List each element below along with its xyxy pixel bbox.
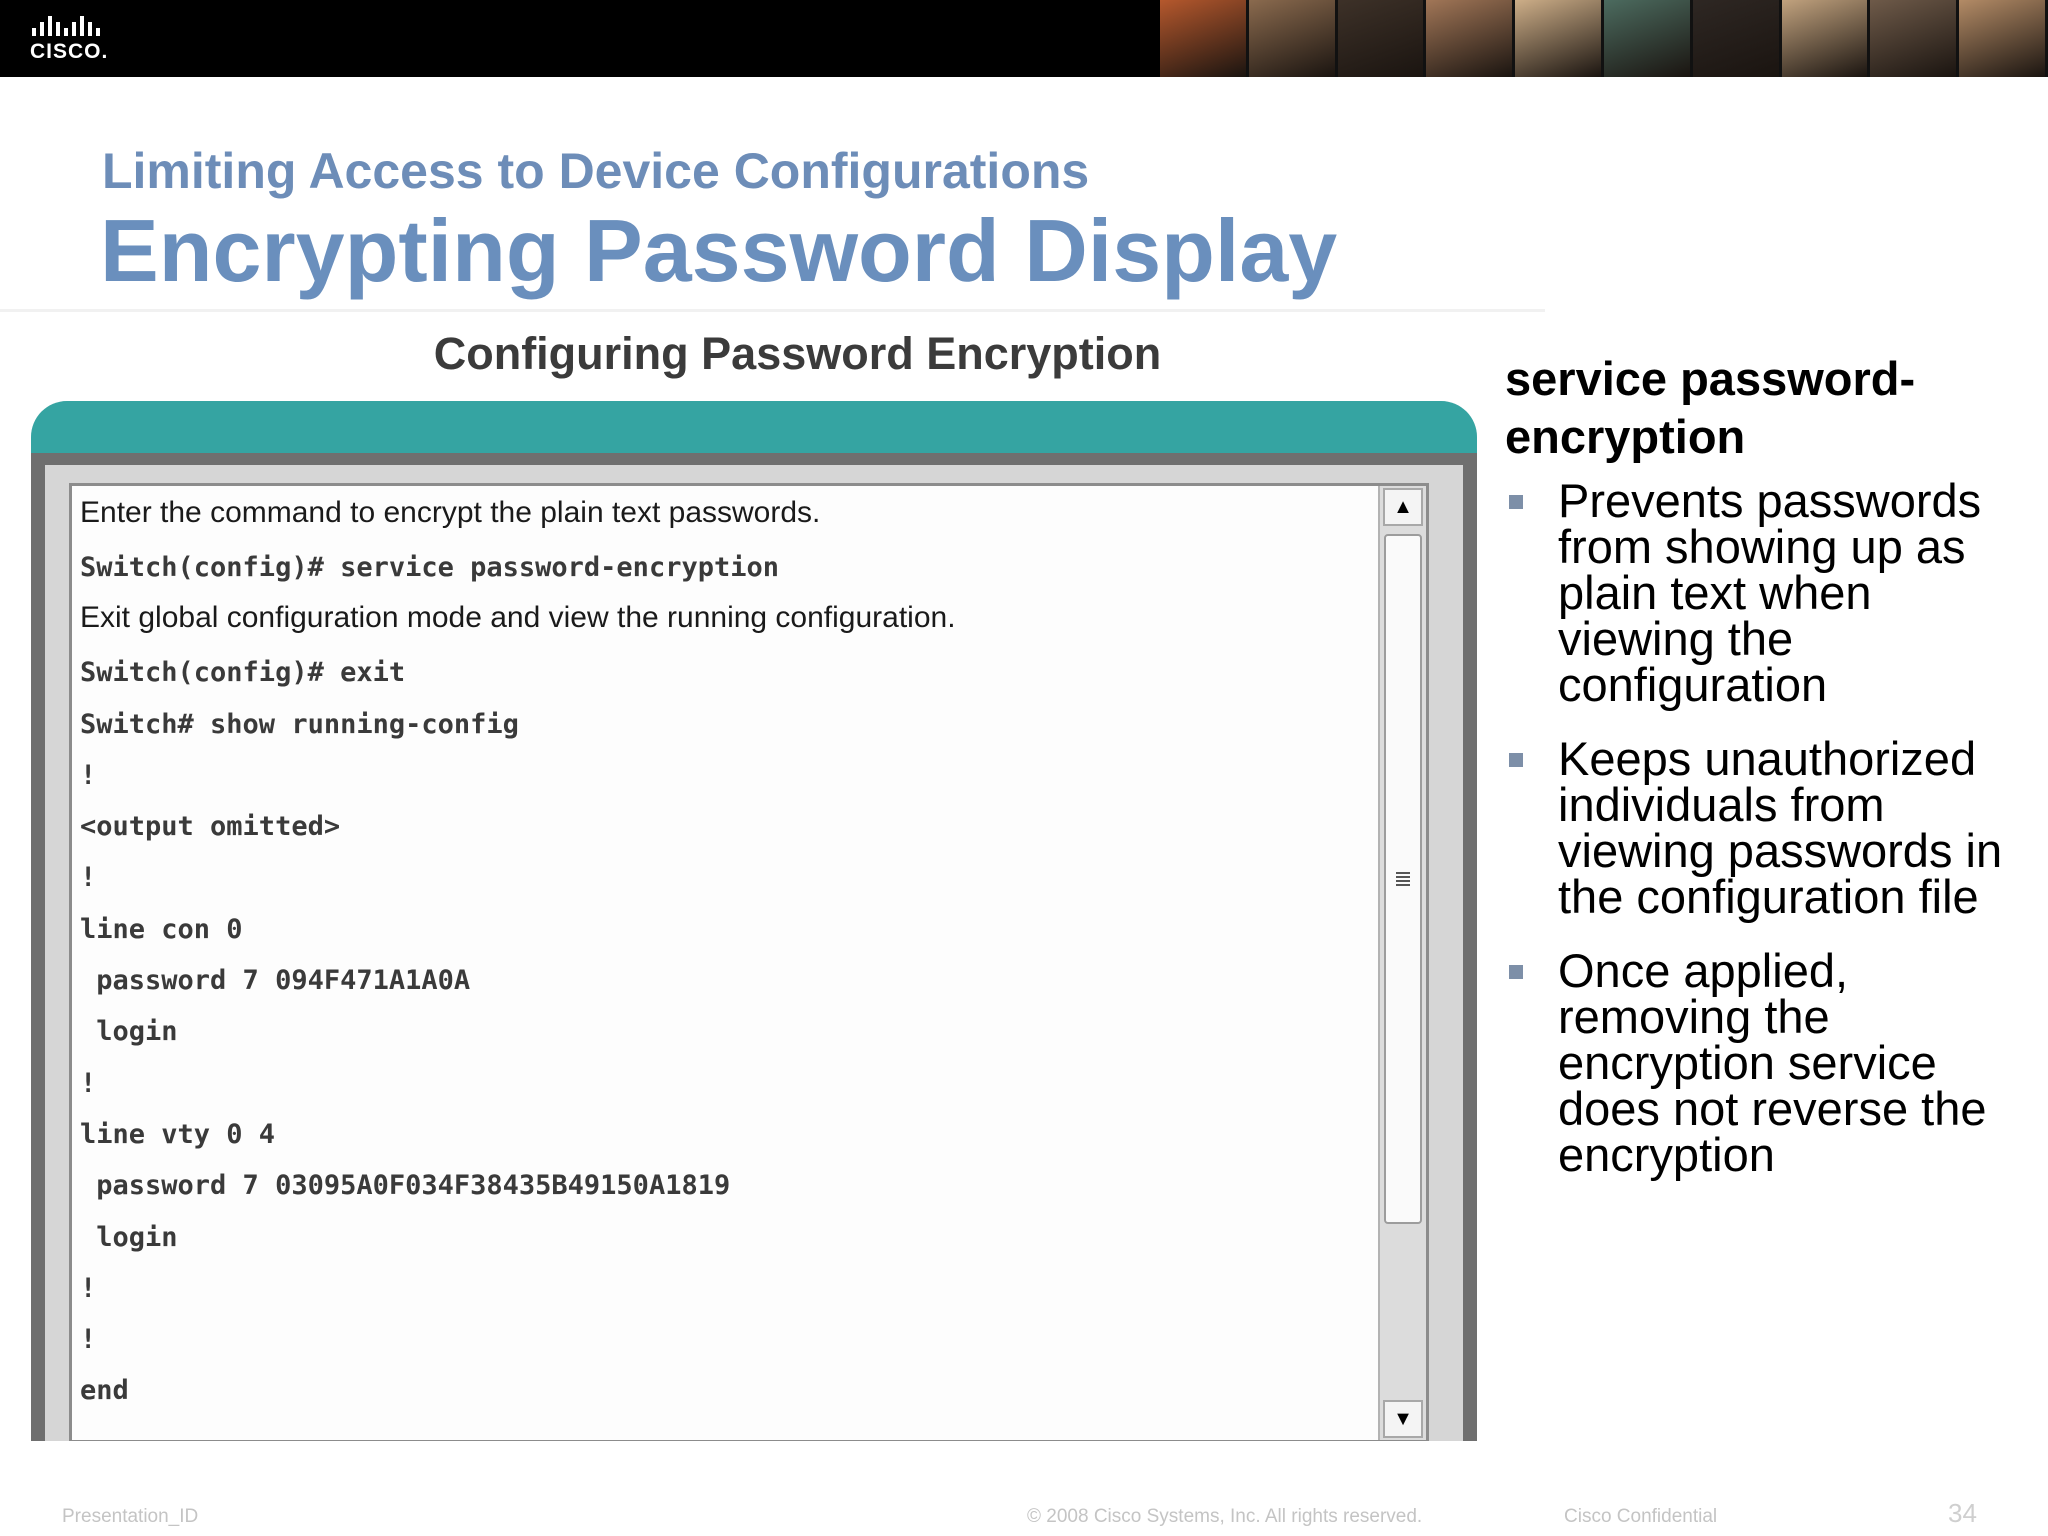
terminal-line: line vty 0 4 — [80, 1118, 276, 1150]
sidebar-heading: service password-encryption — [1505, 352, 1916, 463]
terminal-line: password 7 094F471A1A0A — [80, 965, 471, 997]
cisco-logo-text: CISCO. — [30, 40, 109, 63]
header-photo — [1515, 0, 1604, 77]
cisco-logo — [30, 14, 120, 64]
bullet-text: Keeps unauthorized individuals from viewing passwords in the configuration file — [1558, 732, 2003, 923]
footer-copyright: © 2008 Cisco Systems, Inc. All rights reserved. — [1027, 1506, 1423, 1527]
page-number: 34 — [1948, 1498, 1977, 1528]
panel-header-bar — [31, 401, 1477, 453]
terminal-line: login — [80, 1221, 178, 1253]
terminal-line: ! — [80, 759, 97, 791]
header-photo — [1160, 0, 1249, 77]
header-photo — [1693, 0, 1782, 77]
scroll-thumb[interactable] — [1384, 534, 1422, 1224]
slide-subtitle: Limiting Access to Device Configurations — [102, 143, 1090, 199]
terminal-line: <output omitted> — [80, 811, 341, 843]
bullet-text: Prevents passwords from showing up as plain text when viewing the configuration — [1558, 474, 1982, 711]
terminal-line: ! — [80, 1324, 97, 1356]
terminal-line: ! — [80, 1067, 97, 1099]
bullet-list — [1505, 474, 2025, 1181]
grip-icon — [1396, 872, 1410, 886]
terminal-line: login — [80, 1016, 178, 1048]
header-photo — [1782, 0, 1871, 77]
header-photo — [1338, 0, 1427, 77]
square-bullet-icon — [1509, 965, 1523, 979]
bullet-item — [1505, 944, 2025, 1181]
header-photo — [1959, 0, 2048, 77]
square-bullet-icon — [1509, 753, 1523, 767]
footer-presentation-id: Presentation_ID — [62, 1506, 199, 1527]
sidebar-notes — [1505, 350, 2025, 1206]
terminal-line: ! — [80, 862, 97, 894]
cisco-logo-bars-icon — [32, 14, 120, 36]
panel-caption: Configuring Password Encryption — [433, 328, 1162, 379]
terminal-line: Switch# show running-config — [80, 708, 519, 740]
top-banner — [0, 0, 2048, 77]
terminal-line: password 7 03095A0F034F38435B49150A1819 — [80, 1170, 731, 1202]
bullet-item — [1505, 474, 2025, 711]
terminal-line: line con 0 — [80, 913, 243, 945]
header-photo — [1870, 0, 1959, 77]
scroll-up-icon[interactable]: ▲ — [1383, 488, 1423, 526]
slide-title: Encrypting Password Display — [100, 201, 1338, 300]
square-bullet-icon — [1509, 495, 1523, 509]
terminal-panel — [31, 401, 1477, 1441]
header-photo — [1249, 0, 1338, 77]
terminal-scrollbar[interactable] — [1378, 486, 1426, 1440]
terminal-output — [80, 494, 1374, 1423]
title-divider — [0, 309, 1545, 312]
scroll-down-icon[interactable]: ▼ — [1383, 1400, 1423, 1438]
bullet-text: Once applied, removing the encryption service does not reverse the encryption — [1558, 944, 1987, 1181]
bullet-item — [1505, 732, 2025, 923]
terminal-line: ! — [80, 1272, 97, 1304]
terminal-line: Switch(config)# exit — [80, 657, 406, 689]
instruction-line: Enter the command to encrypt the plain text passwords. — [80, 496, 821, 529]
panel-inner — [45, 465, 1463, 1441]
header-photo-strip — [1160, 0, 2048, 77]
header-photo — [1604, 0, 1693, 77]
footer-confidential: Cisco Confidential — [1564, 1506, 1718, 1527]
instruction-line: Exit global configuration mode and view the running configuration. — [80, 601, 956, 635]
terminal-window[interactable] — [69, 483, 1429, 1441]
header-photo — [1426, 0, 1515, 77]
terminal-line: end — [80, 1375, 129, 1407]
terminal-line: Switch(config)# service password-encryption — [80, 552, 779, 583]
